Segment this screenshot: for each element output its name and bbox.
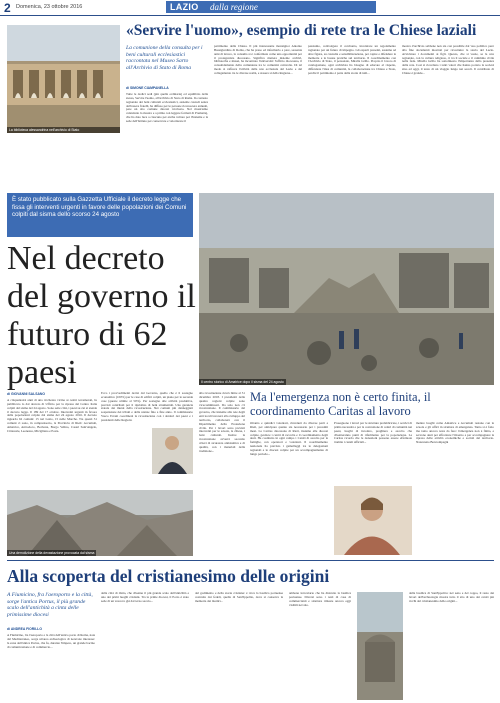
decree-banner xyxy=(7,193,193,237)
portus-photo xyxy=(357,592,403,700)
article4-col2: della città di Ostia, che divenne il più grande scalo dell'antichità e uno dei primi luoghi cristiani. Tra le prime diocesi, il Porto è stato sede di un vescovo già dal terzo secolo... xyxy=(101,592,189,603)
article1-byline: di SIMONE CIAMPANELLA xyxy=(126,86,169,90)
article2-col2: Ecco i provvedimenti decisi dal Governo, quello che è il sostegno economico (100%) per le case di edifici colpiti, un piano per le seconde case (queste ultime al 50%). Per sostegno alle attività produttive, previsti contributi per il ripristino di beni strumentali. Una garanzia statale dei mutui della ricostruzione. Nei comuni più danneggiati sospensione dei tributi e delle utenze fino a fine anno. Il commissario Vasco Errani coordinerà la ricostruzione con i sindaci dei paesi e i presidenti delle Regioni. xyxy=(101,392,193,422)
section-name: LAZIO xyxy=(170,2,199,12)
article4-col4: ambone ferroviario che ha distrutto la basilica portuense. Diversi sono i resti di case di commercianti e strutture rimaste ancora oggi visibili nel sito. xyxy=(289,592,351,607)
article3-headline: Ma l'emergenza non è certo finita, il coordinamento Caritas al lavoro xyxy=(250,390,431,418)
caritas-photo xyxy=(334,486,412,555)
section-subtitle: dalla regione xyxy=(210,2,258,12)
article2-headline: Nel decreto del governo il futuro di 62 paesi xyxy=(7,240,196,391)
banner-text: È stato pubblicato sulla Gazzetta Ufficiale il decreto legge che fissa gli interventi urgenti in favore delle popolazioni dei Comuni colpiti dal sisma dello scorso 24 agosto xyxy=(12,196,187,218)
article2-col1: A cinquantatré anni di una ricchezza vicina ai centri terremotati, fu pubblicato lo dal decreto di Ufficio per la ripresa del Centro Italia colpiti dal sisma del 24 agosto. Sono sette città, i paesi su cui si stende il decreto legge. Il 189 del 17 ottobre. Interventi urgenti in favore delle popolazioni colpite dal sisma del 24 agosto 2016. Il decreto riguarda 62 comuni: 15 nel Lazio, 15 nelle Marche. Tra questi 31 comuni ci sono, in comprensorio, la Provincia di Rieti: Accumoli, Amatrice, Antrodoco, Borbona, Borgo Velino, Castel Sant'Angelo, Cittareale, Leonessa, Micigliano e Posta. xyxy=(7,399,97,433)
article1-col4: mostra d'archivio sabbene non sia con possibile dal 'suo polittico però alla fine documenti mostrati per ricostruire la storia del Lazio. Avvicinare i documenti ai figli. Questo, che si vuole, se la rete regionale, con la cultura religiosa, ci tra il sociale e il cammino civile nella fede. Mirella Grillo ha sottolineato l'importanza della presenza della rete. Così si ricordano i tanti valori che hanno portato la società sino ad oggi, il terzo di un viaggio lungo nei secoli. Il contributo di Chiese è grande... xyxy=(402,45,494,75)
page-header xyxy=(0,0,500,16)
page-number: 2 xyxy=(4,1,11,15)
article3-col2: Proseguono i lavori per le strutture prefabbricate, i servizi di prima necessità e per la costruzione di centri di comunità nei paesi, luoghi di incontro, preghiera e ascolto che diventeranno punti di riferimento per la popolazione. La Caritas ricorda che le donazioni possono essere effettuate tramite i canali ufficiali... xyxy=(334,422,412,445)
demolition-caption: Una demolizione della devastazione provocata dal sisma xyxy=(9,551,95,555)
photo-caption: La biblioteca alessandrina nell'archivio di Stato xyxy=(7,127,120,133)
article4-byline: di ANDREA FIORILLO xyxy=(7,627,42,631)
amatrice-photo xyxy=(199,193,494,385)
header-rule xyxy=(0,15,500,16)
article4-headline: Alla scoperta del cristianesimo delle origini xyxy=(7,566,330,586)
article4-deck: A Fiumicino, fra l'aeroporto e la città, sorge l'antica Portus, il più grande scalo dell'antichità a cinta delle primissime diocesi xyxy=(7,592,93,618)
article4-col1: A Fiumicino, fra l'aeroporto e la città dell'antico porto di Roma, nata dal Mediterraneo, sorge un'area archeologica di notevole interesse: la zona dell'antica Portus, che fu, durante l'impero, un grande bacino di comunicazione e di commercio... xyxy=(7,634,95,649)
article3-col1: Ottanta e quindici volontari, rinvenuti da diverse parti a Rieti, per anticipare quanto sia necessario per i prossimi mesi. La Caritas diocesana di Rieti, insieme alle diocesi colpite, gestisce i centri di raccolta e il coordinamento degli aiuti. Ha costituito in ogni campo i Centri di ascolto per le famiglie, con operatori e volontari. Il coordinamento nazionale ha previsto i gemellaggi tra le delegazioni regionali e le diocesi colpite per un accompagnamento di lungo periodo... xyxy=(250,422,328,456)
article2-byline: di GIOVANNI SALSANO xyxy=(7,392,45,396)
article1-col3: passiamo, coinvolgere il confronto, incontrare un regolamento ragionato per un futuro di impegno. Gli esperti presenti, assieme ad altre figure, su custodia e sensibilizzazione, per capire e difendere le memorie e le buone pratiche sul territorio. Il coordinamento con l'Archivio di Stato, il personale, Mirella Grillo. Proprio il lavoro di catalogazione, ogni archivista ha bisogno di educare al rispetto, diffondere l'idea di comunità, la collaborazione tra Chiesa e Stato, perché il patrimonio è parte della storia di tutti... xyxy=(308,45,396,75)
amatrice-caption: Il centro storico di Amatrice dopo il sisma del 24 agosto xyxy=(201,380,284,384)
bottom-section-rule xyxy=(7,560,494,561)
demolition-photo xyxy=(7,490,193,556)
article1-col2: patrimonio della Chiesa. Il più interessante monsignor Antonio Buongiardino di Roma, che ha preso ed informarlo e pare, sessanta anni di lavoro, la consulta si è confermata come una opportunità per il protagonista diocesano. Significa mettere insieme archivi, biblioteche e musei, ha incontrato l'università: l'ufficio diocesano, il consolidamento della comunione tra le comunità coinvolte. Di tal modo si rafforza l'attività della rete ecclesiale del Lazio e del collegamento tra le diverse realtà, e stasera sì della Regione... xyxy=(214,45,302,75)
page-date: Domenica, 23 ottobre 2016 xyxy=(16,4,83,10)
article1-col1: Tutte le dodici sedi (più quella ordinaria) ed equilibrio della stessa, Servire l'uomo, all'archivio di Stato di Roma. In contesto regionale dei beni culturali ecclesiastici, assieme custodi senza dell'essere fratelli, ha diffuso per le persone riconoscere annuali, pare un sito comune diocesi ravvisato. Nel mostriamo calendario la mostra e a prima con leggere formati di Premettaj, che ha dato luce a ciascuno per anche voltare poi l'insieme e la sede dell'Istituto per conservare e valorizzare il xyxy=(126,93,208,123)
article4-col3: del godimento e della storia cristiana: è ricca la basilica portuense costruita dai fedeli, quella di Sant'Ippolito, dove si conserva la memoria dei martiri... xyxy=(195,592,283,603)
article4-col5: della basilica di Sant'Ippolito: nel seno e del coppo, il resto dei lavori dell'archeologia mostra tutto il sito di uno dei centri più ricchi del cristianesimo delle origini... xyxy=(409,592,494,603)
article3-col3: mentre luoghi come Amatrice e Accumoli restano con le scuole e gli uffici in strutture di emergenza. Tanto si è fatto ma tanto ancora resta da fare: l'emergenza non è finita, e servono aiuti per affrontare l'inverno e per accompagnare la ripresa delle attività economiche e sociali del territorio. Nazzareno Boncompagni xyxy=(416,422,494,445)
article1-headline: «Servire l'uomo», esempio di rete tra le Chiese laziali xyxy=(126,22,477,39)
archive-photo xyxy=(7,25,120,133)
officials-photo xyxy=(152,428,193,474)
article2-col3: alla ricostruzione dovrà finire al 31 dicembre 2018. I presidenti delle quattro regioni colpite sono vicecommissari. Da solo non c'è ricostruzione. Il commissario del governo, che insieme alla rete degli enti locali lavorerà allo sviluppo del territorio, collaborerà con il Dipartimento della Protezione civile. Per i lavori sono previsti interventi per le scuole, le chiese, i beni culturali. Inoltre la ricostruzione avverrà secondo criteri di sicurezza antisismica e di qualità, con i materiali della tradizione... xyxy=(199,392,245,453)
article1-deck: La comunione della consulta per i beni culturali ecclesiastici raccontata nel Museo Sarto all'Archivio di Stato di Roma xyxy=(126,45,203,71)
